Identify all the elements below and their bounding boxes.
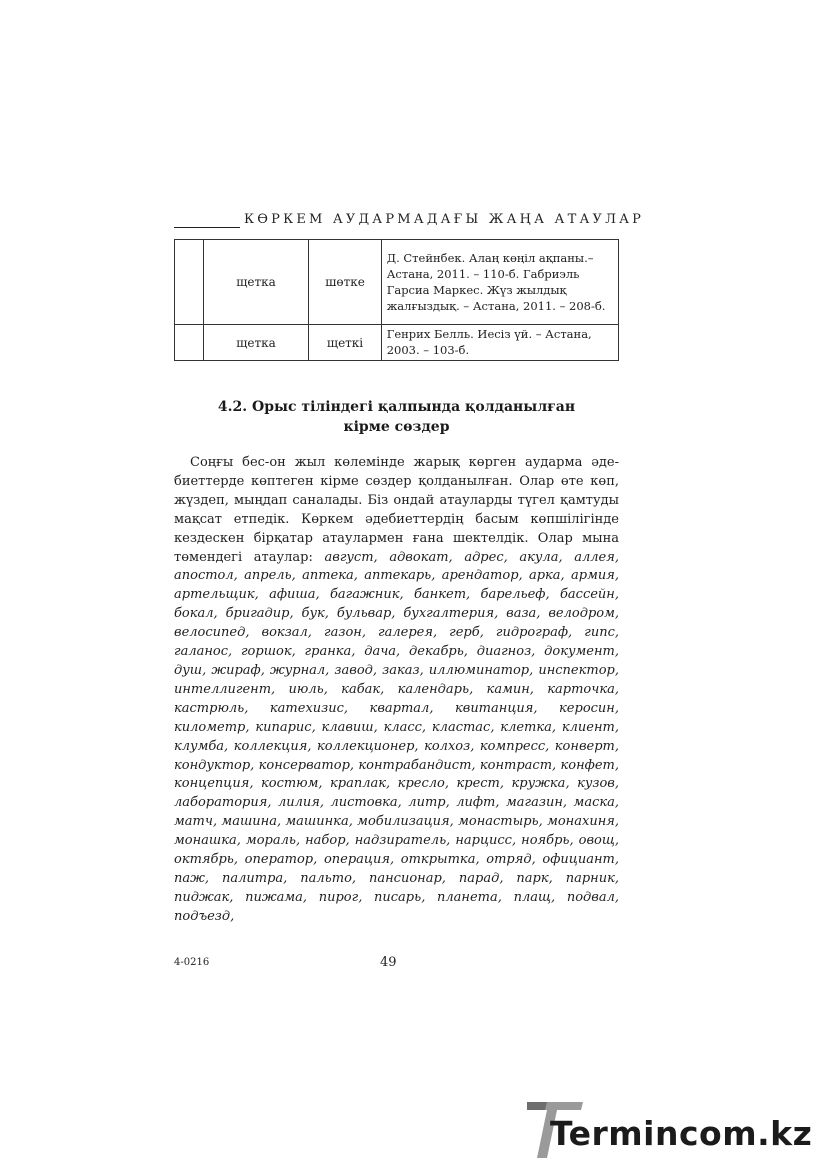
page-number: 49 (380, 955, 397, 970)
table-cell-kazakh: шөтке (309, 240, 381, 325)
termincom-watermark (527, 1100, 817, 1160)
table-cell-source: Генрих Белль. Иесіз үй. – Астана, 2003. – 103-б. (381, 325, 618, 361)
table-row (175, 325, 619, 361)
section-heading (174, 397, 619, 437)
table-cell-kazakh: щеткі (309, 325, 381, 361)
table-cell-russian: щетка (203, 325, 309, 361)
printer-signature: 4-0216 (174, 957, 210, 968)
loanword-list: август, адвокат, адрес, акула, аллея, апостол, апрель, аптека, аптекарь, арендатор, арка, армия, артельщик, афиша, багажник, банкет, барельеф, бассейн, бокал, бригадир, бук, бульвар, бухгалтерия, ваза, велодром, велосипед, вокзал, газон, галерея, герб, гидрограф, гипс, галанос, горшок, гранка, дача, декабрь, диагноз, документ, душ, жираф, журнал, завод, заказ, иллюминатор, инспектор, интеллигент, июль, кабак, календарь, камин, карточка, кастрюль, катехизис, квартал, квитанция, керосин, километр, кипарис, клавиш, класс, кластас, клетка, клиент, клумба, коллекция, коллекционер, колхоз, компресс, конверт, кондуктор, консерватор, контрабандист, контраст, конфет, концепция, костюм, краплак, кресло, крест, кружка, кузов, лаборатория, лилия, листовка, литр, лифт, магазин, маска, матч, машина, машинка, мобилизация, монастырь, монахиня, монашка, мораль, набор, надзиратель, нарцисс, ноябрь, овощ, октябрь, оператор, операция, открытка, отряд, официант, паж, палитра, пальто, пансионар, парад, парк, парник, пиджак, пижама, пирог, писарь, планета, плащ, подвал, подъезд, (174, 549, 619, 924)
table-cell-source: Д. Стейнбек. Алаң көңіл ақпаны.– Астана, 2011. – 110-б. Габриэль Гарсиа Маркес. Жүз жылдық жалғыздық. – Астана, 2011. – 208-б. (381, 240, 618, 325)
table-cell-number (175, 325, 204, 361)
table-row (175, 240, 619, 325)
paragraph-intro: Соңғы бес-он жыл көлемінде жарық көрген аударма әдебиеттерде көптеген кірме сөздер қолданылған. Олар өте көп, жүздеп, мыңдап саналады. Біз ондай атауларды түгел қамтуды мақсат етпедік. Көркем әдебиеттердің басым көпшілігінде кездескен бірқатар атаулармен ғана шектелдік. Олар мына төмендегі атаулар: (174, 455, 619, 565)
section-heading-line: 4.2. Орыс тіліндегі қалпында қолданылған (217, 399, 576, 415)
watermark-text: Termincom.kz (550, 1114, 813, 1153)
section-heading-line: кірме сөздер (343, 419, 450, 435)
loanword-table (174, 239, 619, 361)
table-cell-russian: щетка (203, 240, 309, 325)
running-head-title: КӨРКЕМ АУДАРМАДАҒЫ ЖАҢА АТАУЛАР (244, 212, 645, 227)
table-cell-number (175, 240, 204, 325)
running-head-rule (174, 227, 240, 228)
body-paragraph (174, 454, 619, 927)
running-head (174, 210, 645, 232)
